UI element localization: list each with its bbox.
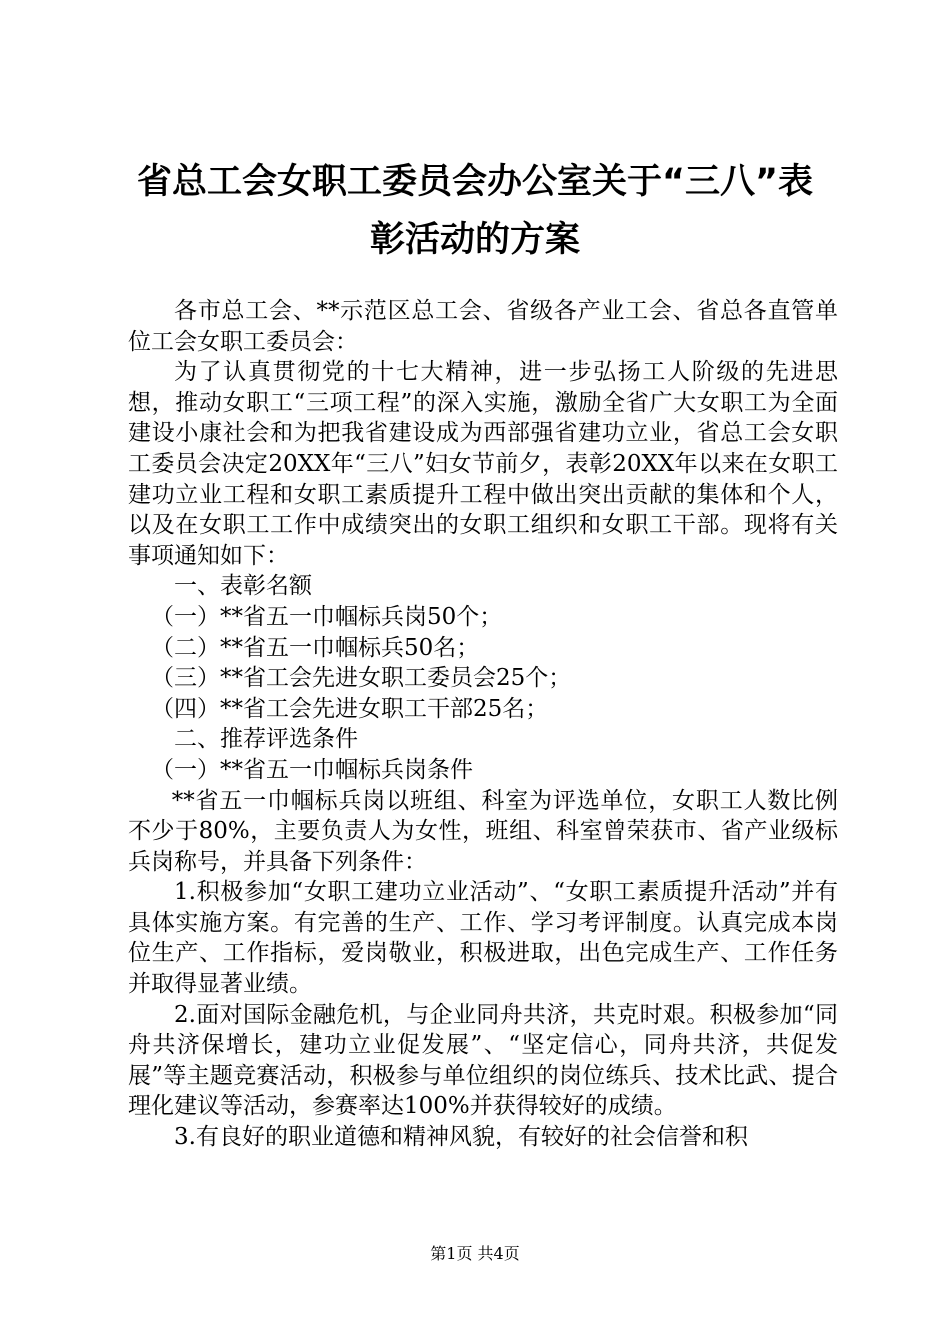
quota-item-2: （二）**省五一巾帼标兵50名； <box>151 634 480 661</box>
subsection-heading-1: （一）**省五一巾帼标兵岗条件 <box>151 756 473 783</box>
section-heading-2: 二、推荐评选条件 <box>174 726 358 753</box>
criteria-item-2: 2.面对国际金融危机，与企业同舟共济，共克时艰。积极参加“同舟共济保增长，建功立业促发展”、“坚定信心，同舟共济，共促发展”等主题竞赛活动，积极参与单位组织的岗位练兵、技术比武、提合理化建议等活动，参赛率达100%并获得较好的成绩。 <box>128 1001 838 1120</box>
document-title-line-1: 省总工会女职工委员会办公室关于“三八”表 <box>136 162 813 202</box>
salutation-paragraph: 各市总工会、**示范区总工会、省级各产业工会、省总各直管单位工会女职工委员会： <box>128 298 838 355</box>
section-heading-1: 一、表彰名额 <box>174 573 312 600</box>
document-title-line-2: 彰活动的方案 <box>369 220 580 260</box>
criteria-item-3: 3.有良好的职业道德和精神风貌，有较好的社会信誉和积 <box>174 1124 748 1151</box>
quota-item-4: （四）**省工会先进女职工干部25名； <box>151 695 549 722</box>
document-body <box>128 296 838 1153</box>
page-footer: 第1页 共4页 <box>430 1244 520 1263</box>
criteria-intro-paragraph: **省五一巾帼标兵岗以班组、科室为评选单位，女职工人数比例不少于80%，主要负责人为女性，班组、科室曾荣获市、省产业级标兵岗称号，并具备下列条件： <box>128 787 838 875</box>
quota-item-3: （三）**省工会先进女职工委员会25个； <box>151 665 572 692</box>
criteria-item-1: 1.积极参加“女职工建功立业活动”、“女职工素质提升活动”并有具体实施方案。有完善的生产、工作、学习考评制度。认真完成本岗位生产、工作指标，爱岗敬业，积极进取，出色完成生产、工作任务并取得显著业绩。 <box>128 879 838 998</box>
intro-paragraph: 为了认真贯彻党的十七大精神，进一步弘扬工人阶级的先进思想，推动女职工“三项工程”的深入实施，激励全省广大女职工为全面建设小康社会和为把我省建设成为西部强省建功立业，省总工会女职工委员会决定20XX年“三八”妇女节前夕，表彰20XX年以来在女职工建功立业工程和女职工素质提升工程中做出突出贡献的集体和个人，以及在女职工工作中成绩突出的女职工组织和女职工干部。现将有关事项通知如下： <box>128 359 838 569</box>
quota-item-1: （一）**省五一巾帼标兵岗50个； <box>151 603 503 630</box>
